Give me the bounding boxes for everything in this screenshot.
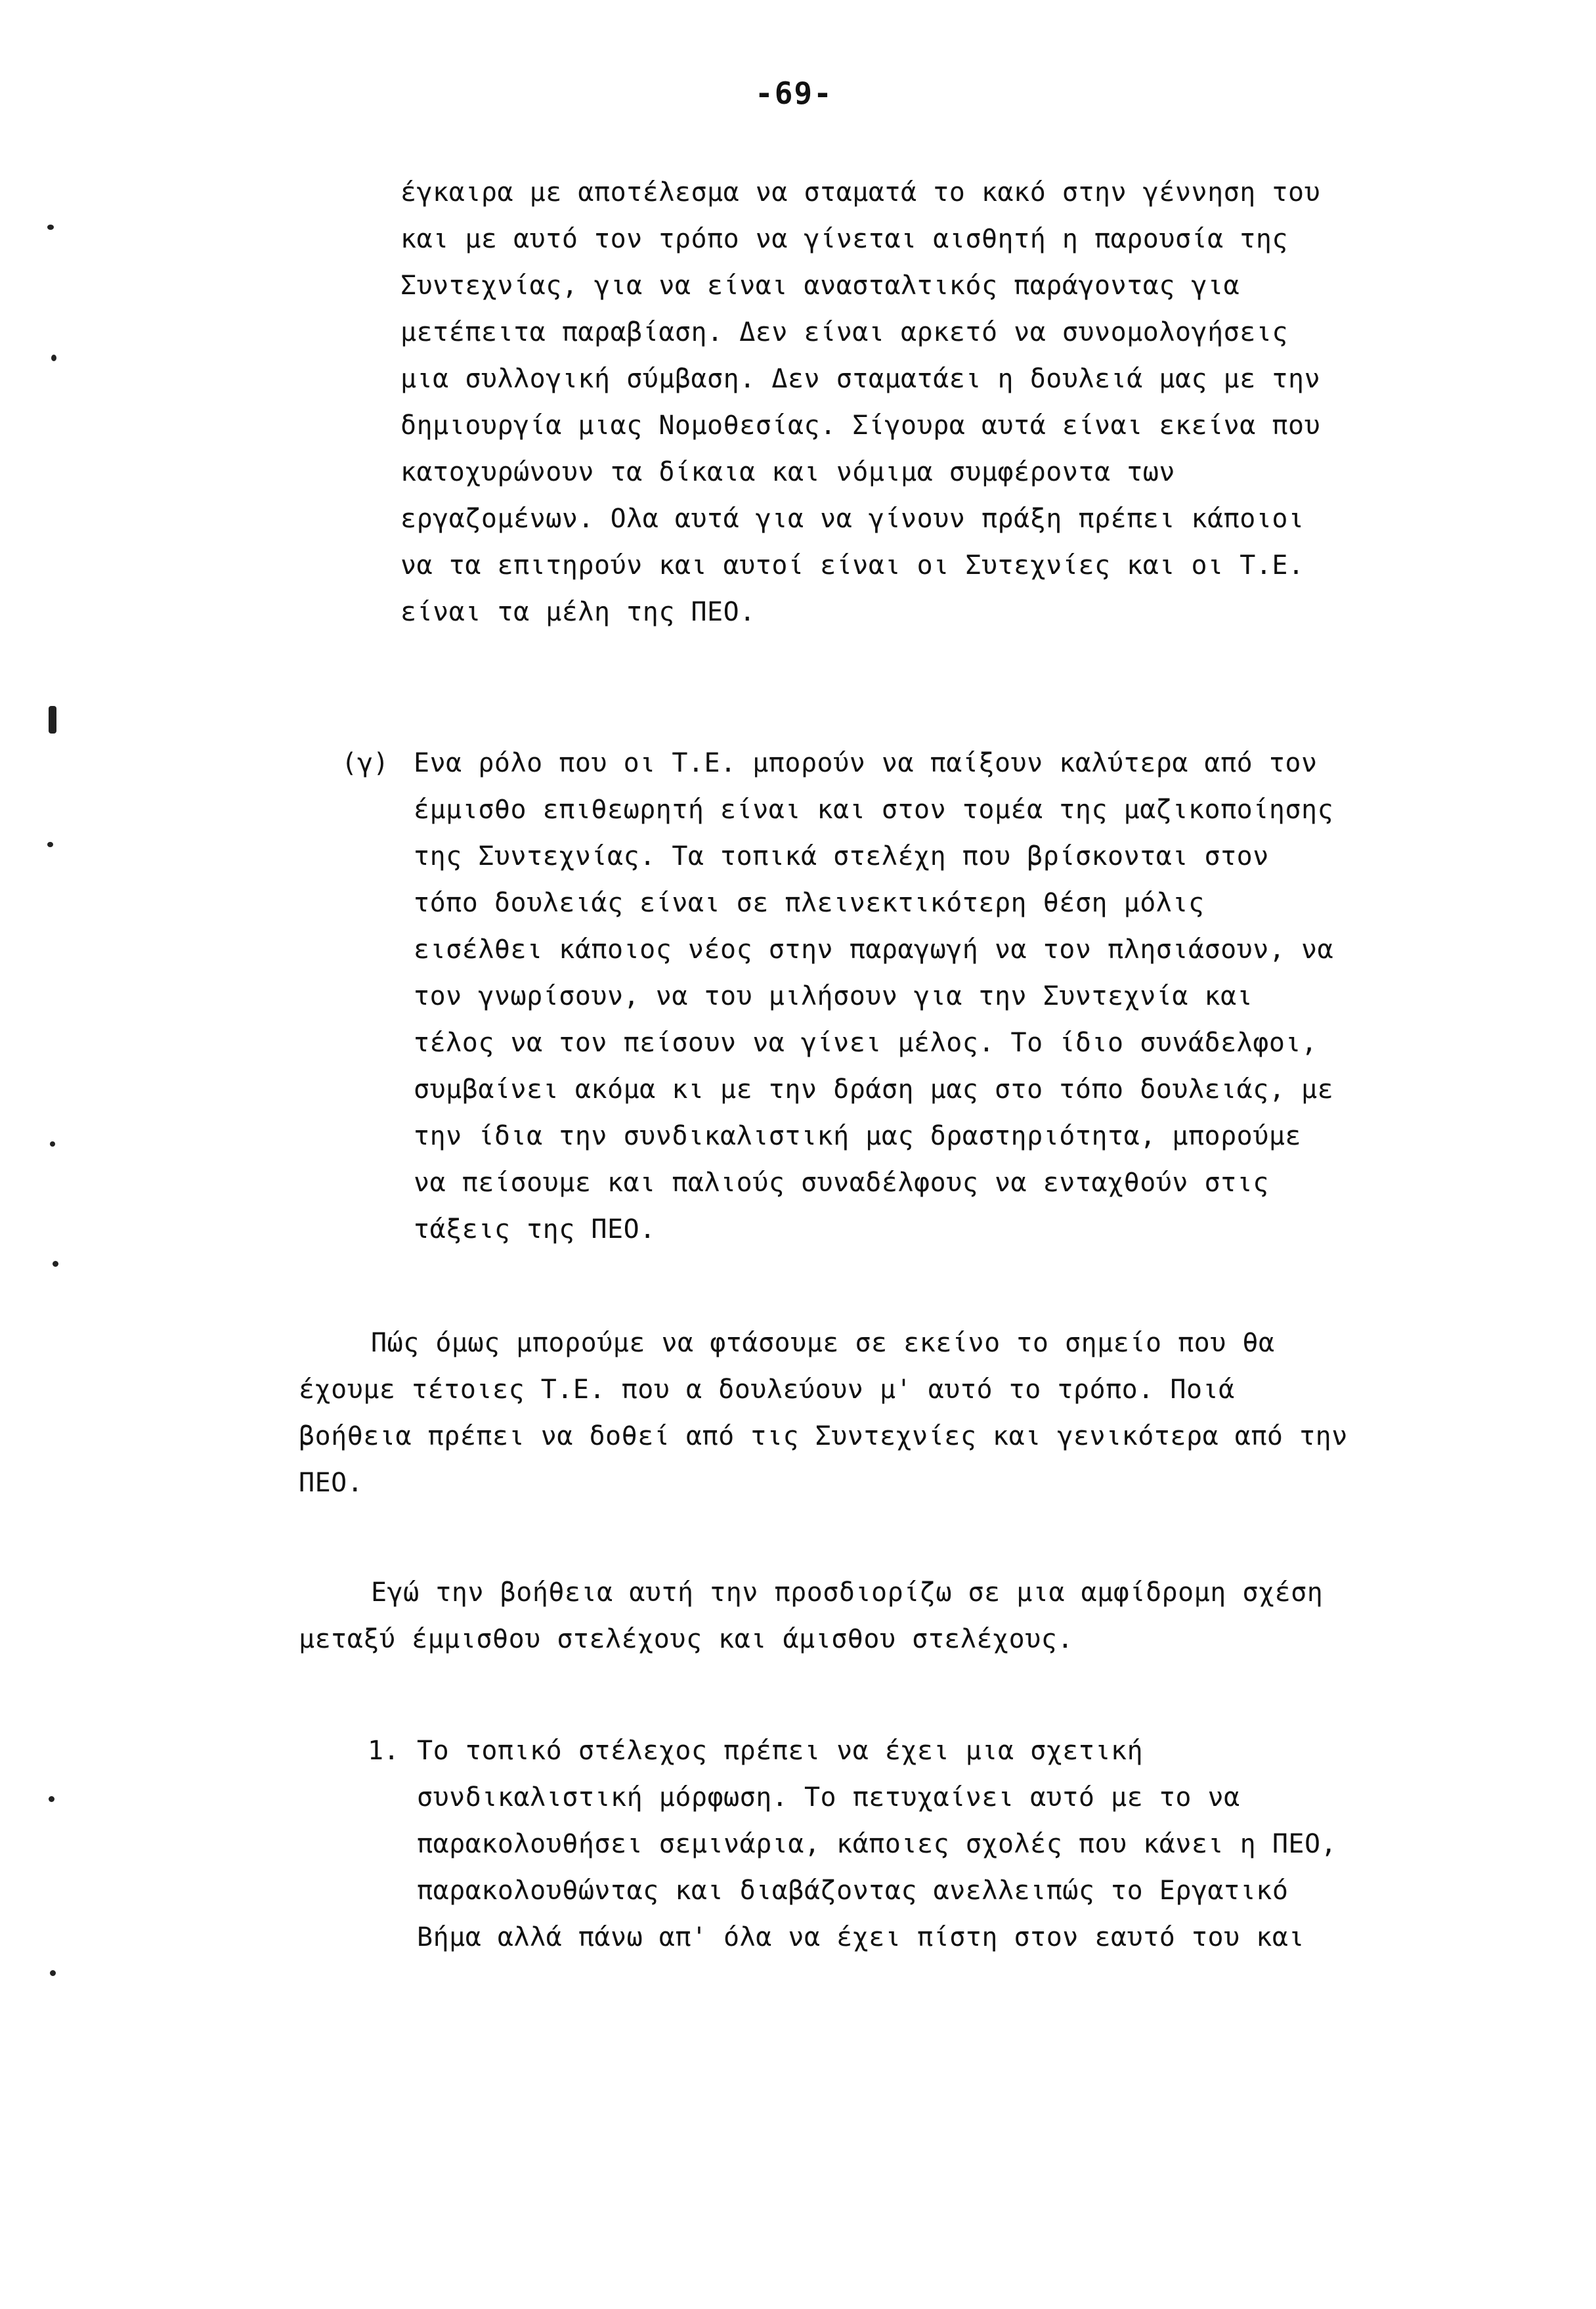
text-line: κατοχυρώνουν τα δίκαια και νόμιμα συμφέροντα των — [400, 457, 1175, 487]
item-1-label: 1. — [368, 1736, 400, 1766]
text-line: της Συντεχνίας. Τα τοπικά στελέχη που βρίσκονται στον — [414, 841, 1269, 871]
text-line: Το τοπικό στέλεχος πρέπει να έχει μια σχετική — [417, 1736, 1144, 1766]
text-line: Βήμα αλλά πάνω απ' όλα να έχει πίστη στον εαυτό του και — [417, 1922, 1305, 1952]
text-line: συνδικαλιστική μόρφωση. Το πετυχαίνει αυτό με το να — [417, 1782, 1240, 1813]
text-line: συμβαίνει ακόμα κι με την δράση μας στο τόπο δουλειάς, με — [414, 1074, 1334, 1105]
text-line: Συντεχνίας, για να είναι ανασταλτικός παράγοντας για — [400, 271, 1240, 301]
text-line: έγκαιρα με αποτέλεσμα να σταματά το κακό στην γέννηση του — [400, 177, 1321, 208]
scan-speck — [47, 225, 54, 230]
page-number: -69- — [755, 76, 833, 111]
scan-speck — [49, 1796, 54, 1802]
paragraph-2 — [299, 1320, 1348, 1506]
text-line: Ενα ρόλο που οι Τ.Ε. μπορούν να παίξουν καλύτερα από τον — [414, 748, 1318, 778]
text-line: παρακολουθήσει σεμινάρια, κάποιες σχολές που κάνει η ΠΕΟ, — [417, 1829, 1337, 1859]
scan-speck — [50, 1970, 56, 1976]
scan-speck — [47, 842, 53, 847]
text-line: μετέπειτα παραβίαση. Δεν είναι αρκετό να συνομολογήσεις — [400, 317, 1289, 347]
text-line: ΠΕΟ. — [299, 1468, 364, 1498]
text-line: να τα επιτηρούν και αυτοί είναι οι Συτεχνίες και οι Τ.Ε. — [400, 550, 1305, 581]
text-line: Εγώ την βοήθεια αυτή την προσδιορίζω σε μια αμφίδρομη σχέση — [371, 1577, 1324, 1608]
text-line: τάξεις της ΠΕΟ. — [414, 1214, 656, 1244]
scan-speck — [53, 1261, 58, 1267]
item-1-body — [417, 1728, 1337, 1961]
text-line: τον γνωρίσουν, να του μιλήσουν για την Συντεχνία και — [414, 981, 1253, 1011]
text-line: μια συλλογική σύμβαση. Δεν σταματάει η δουλειά μας με την — [400, 364, 1321, 394]
text-line: τόπο δουλειάς είναι σε πλεινεκτικότερη θέση μόλις — [414, 888, 1205, 918]
text-line: έχουμε τέτοιες Τ.Ε. που α δουλεύουν μ' αυτό το τρόπο. Ποιά — [299, 1374, 1235, 1405]
text-line: είναι τα μέλη της ΠΕΟ. — [400, 597, 756, 627]
text-line: Πώς όμως μπορούμε να φτάσουμε σε εκείνο το σημείο που θα — [371, 1328, 1275, 1358]
text-line: την ίδια την συνδικαλιστική μας δραστηριότητα, μπορούμε — [414, 1121, 1302, 1151]
text-line: παρακολουθώντας και διαβάζοντας ανελλειπώς το Εργατικό — [417, 1876, 1289, 1906]
paragraph-1 — [400, 169, 1320, 636]
text-line: να πείσουμε και παλιούς συναδέλφους να ενταχθούν στις — [414, 1168, 1269, 1198]
text-line: τέλος να τον πείσουν να γίνει μέλος. Το ίδιο συνάδελφοι, — [414, 1028, 1318, 1058]
section-g-label: (γ) — [341, 748, 389, 778]
text-line: έμμισθο επιθεωρητή είναι και στον τομέα της μαζικοποίησης — [414, 795, 1334, 825]
scan-speck — [50, 1141, 55, 1147]
text-line: μεταξύ έμμισθου στελέχους και άμισθου στελέχους. — [299, 1624, 1073, 1654]
scan-speck — [49, 706, 56, 734]
text-line: εργαζομένων. Ολα αυτά για να γίνουν πράξη πρέπει κάποιοι — [400, 504, 1305, 534]
text-line: εισέλθει κάποιος νέος στην παραγωγή να τον πλησιάσουν, να — [414, 935, 1334, 965]
text-line: και με αυτό τον τρόπο να γίνεται αισθητή η παρουσία της — [400, 224, 1289, 254]
text-line: δημιουργία μιας Νομοθεσίας. Σίγουρα αυτά είναι εκείνα που — [400, 410, 1321, 441]
text-line: βοήθεια πρέπει να δοθεί από τις Συντεχνίες και γενικότερα από την — [299, 1421, 1348, 1451]
scan-speck — [51, 355, 56, 361]
paragraph-3 — [299, 1570, 1323, 1663]
section-g-body — [414, 740, 1333, 1253]
